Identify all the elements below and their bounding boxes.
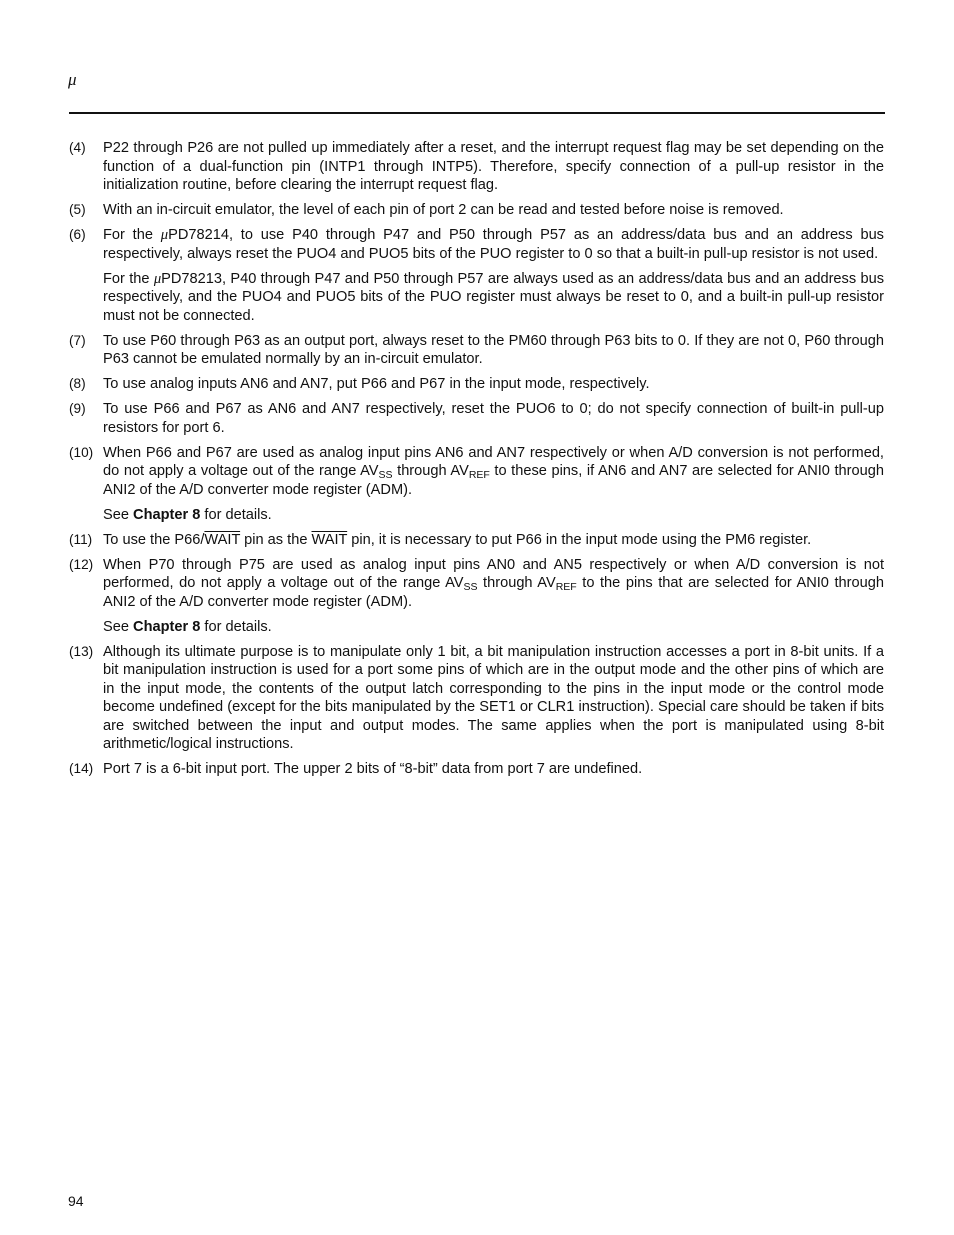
note-paragraph bbox=[103, 444, 884, 500]
note-number: (4) bbox=[69, 140, 86, 155]
see-text: See bbox=[103, 618, 134, 635]
note-number: (11) bbox=[69, 531, 93, 547]
see-also bbox=[103, 618, 884, 637]
header-mu-symbol: μ bbox=[68, 70, 77, 89]
note-text: pin as the bbox=[240, 531, 312, 548]
note-text: PD78213, P40 through P47 and P50 through P57 are always used as an address/data bus and an address bus respectively, and the PUO4 and PUO5 bits of the PUO register must always be reset to 0, and a built-in pull-up resistor must not be connected. bbox=[103, 270, 884, 324]
note-number: (6) bbox=[69, 227, 86, 242]
note-13 bbox=[69, 643, 884, 754]
note-text: PD78214, to use P40 through P47 and P50 through P57 as an address/data bus and an address bus respectively, always reset the PUO4 and PUO5 bits of the PUO register to 0 so that a built-in pull-up resistor is not used. bbox=[103, 227, 884, 262]
note-number: (9) bbox=[69, 401, 86, 416]
note-14 bbox=[69, 760, 884, 779]
note-text: through AV bbox=[477, 575, 556, 591]
note-8 bbox=[69, 375, 884, 394]
note-4 bbox=[69, 139, 884, 195]
note-paragraph bbox=[103, 556, 884, 612]
note-9 bbox=[69, 400, 884, 437]
note-12 bbox=[69, 556, 884, 637]
note-text: With an in-circuit emulator, the level of each pin of port 2 can be read and tested before noise is removed. bbox=[103, 202, 784, 218]
note-text: through AV bbox=[392, 463, 469, 479]
note-number: (5) bbox=[69, 202, 86, 217]
see-text: for details. bbox=[200, 506, 272, 523]
see-also bbox=[103, 506, 884, 525]
note-text: Port 7 is a 6-bit input port. The upper 2 bits of “8-bit” data from port 7 are undefined. bbox=[103, 761, 643, 777]
notes-list bbox=[69, 139, 884, 785]
note-number: (12) bbox=[69, 556, 94, 572]
subscript: SS bbox=[378, 469, 393, 481]
note-text: P22 through P26 are not pulled up immediately after a reset, and the interrupt request flag may be set depending on the function of a dual-function pin (INTP1 through INTP5). Therefore, specify connection of a pull-up resistor in the initialization routine, before clearing the interrupt request flag. bbox=[103, 140, 884, 193]
note-paragraph bbox=[103, 531, 884, 550]
chapter-reference: Chapter 8 bbox=[133, 506, 201, 523]
note-number: (8) bbox=[69, 376, 86, 391]
note-number: (10) bbox=[69, 444, 94, 460]
note-6 bbox=[69, 226, 884, 325]
note-10 bbox=[69, 444, 884, 525]
mu-symbol: μ bbox=[153, 270, 162, 287]
header-rule bbox=[69, 112, 885, 114]
note-text: to these pins, if AN6 and AN7 are selected for ANI0 through ANI2 of the A/D converter mode register (ADM). bbox=[103, 463, 885, 498]
note-text: To use P60 through P63 as an output port, always reset to the PM60 through P63 bits to 0. If they are not 0, P60 through P63 cannot be emulated normally by an in-circuit emulator. bbox=[103, 332, 884, 367]
wait-signal: WAIT bbox=[204, 531, 241, 548]
note-paragraph bbox=[103, 226, 884, 263]
chapter-reference: Chapter 8 bbox=[133, 618, 201, 635]
note-text: Although its ultimate purpose is to manipulate only 1 bit, a bit manipulation instruction accesses a port in 8-bit units. If a bit manipulation instruction is used for a port some pins of which are in the output mode and the other pins of which are in the input mode, the contents of the output latch corresponding to the pins in the input mode or the control mode become undefined (except for the bits manipulated by the SET1 or CLR1 instruction). Special care should be taken if bits are switched between the input and output modes. The same applies when the port is manipulated using 8-bit arithmetic/logical instructions. bbox=[103, 643, 884, 752]
note-7 bbox=[69, 332, 884, 369]
subscript: SS bbox=[463, 581, 478, 593]
note-number: (14) bbox=[69, 761, 94, 776]
note-paragraph bbox=[103, 270, 884, 326]
wait-signal: WAIT bbox=[311, 531, 348, 548]
note-text: To use the P66/ bbox=[103, 531, 205, 548]
note-text: For the bbox=[103, 227, 161, 243]
note-text: pin, it is necessary to put P66 in the input mode using the PM6 register. bbox=[347, 531, 812, 548]
note-text: For the bbox=[103, 270, 154, 287]
note-text: When P66 and P67 are used as analog input pins AN6 and AN7 respectively or when A/D conversion is not performed, do not apply a voltage out of the range AV bbox=[103, 444, 884, 479]
subscript: REF bbox=[468, 469, 490, 481]
note-text: To use P66 and P67 as AN6 and AN7 respectively, reset the PUO6 to 0; do not specify connection of built-in pull-up resistors for port 6. bbox=[103, 401, 884, 436]
note-number: (13) bbox=[69, 643, 94, 659]
note-text: When P70 through P75 are used as analog input pins AN0 and AN5 respectively or when A/D conversion is not performed, do not apply a voltage out of the range AV bbox=[103, 556, 884, 591]
subscript: REF bbox=[555, 581, 577, 593]
note-11 bbox=[69, 531, 884, 550]
page-number: 94 bbox=[68, 1193, 84, 1209]
note-number: (7) bbox=[69, 332, 86, 348]
see-text: for details. bbox=[200, 618, 272, 635]
note-5 bbox=[69, 201, 884, 220]
see-text: See bbox=[103, 506, 134, 523]
note-text: To use analog inputs AN6 and AN7, put P66 and P67 in the input mode, respectively. bbox=[103, 376, 650, 392]
mu-symbol: μ bbox=[160, 227, 169, 243]
note-text: to the pins that are selected for ANI0 through ANI2 of the A/D converter mode register (ADM). bbox=[103, 575, 884, 610]
